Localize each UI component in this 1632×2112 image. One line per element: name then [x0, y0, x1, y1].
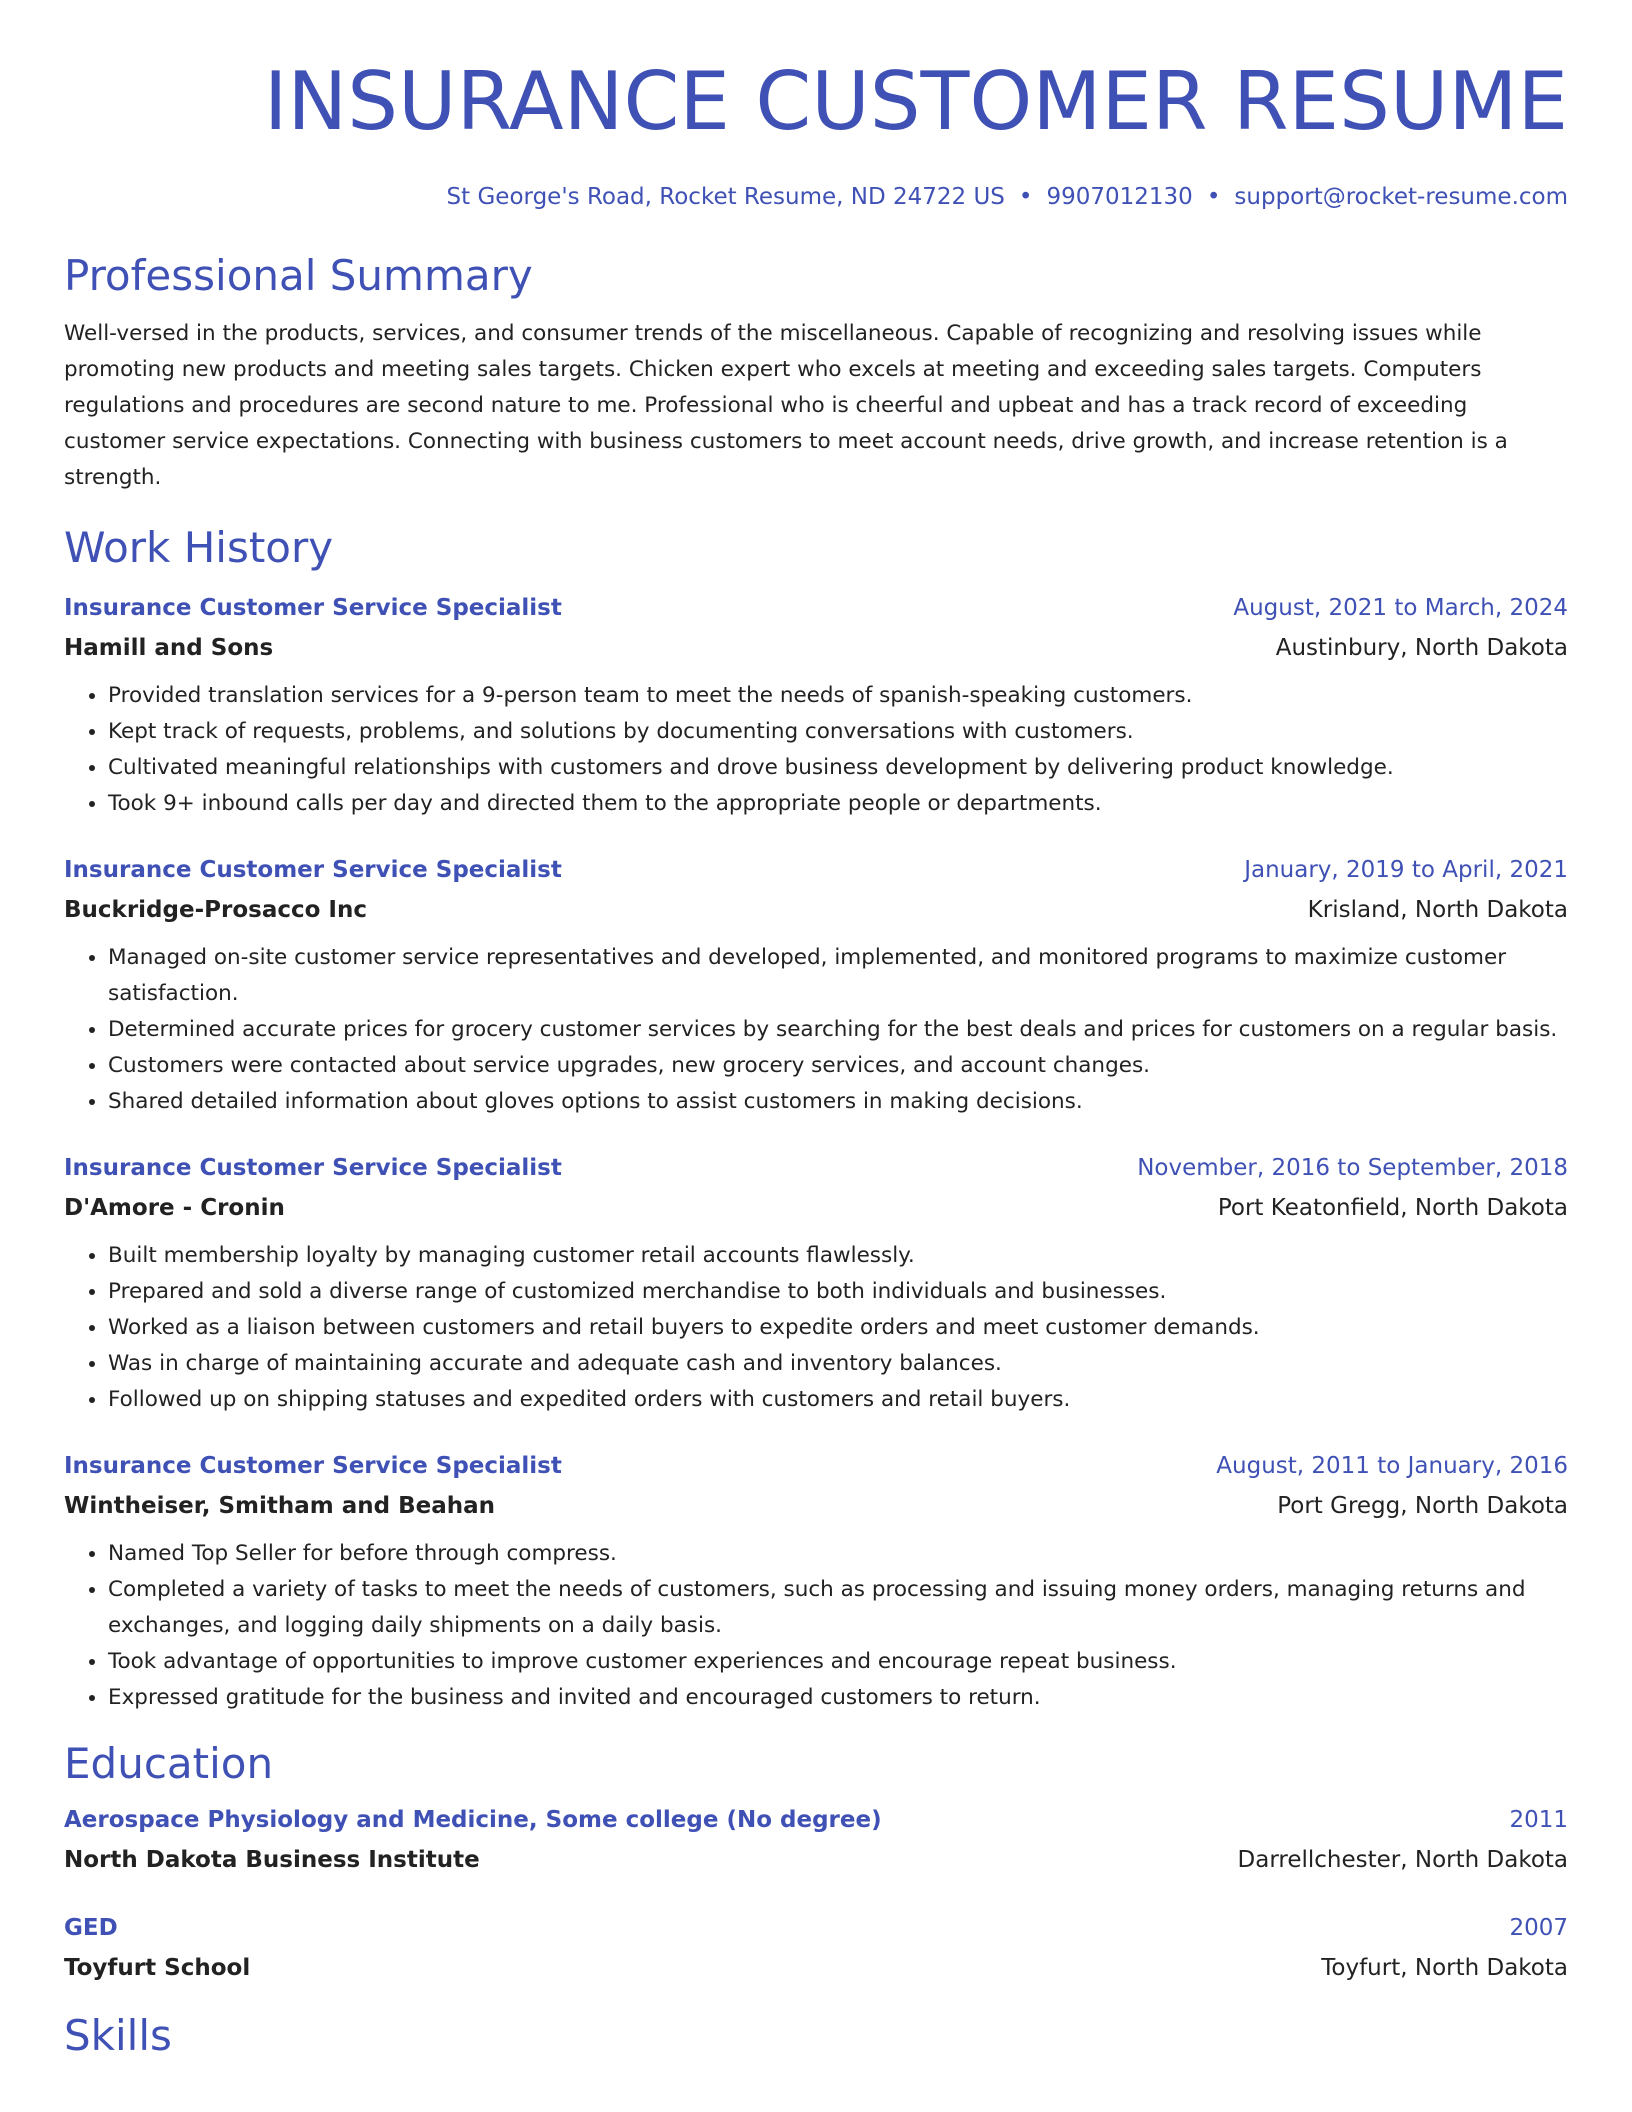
- job-role: Insurance Customer Service Specialist: [64, 1453, 562, 1479]
- education-location: Darrellchester, North Dakota: [1237, 1847, 1568, 1873]
- contact-email: support@rocket-resume.com: [1234, 184, 1568, 210]
- job-bullet: • Shared detailed information about gloves options to assist customers in making decisions.: [108, 1084, 1568, 1120]
- job-bullet: • Customers were contacted about service upgrades, new grocery services, and account changes.: [108, 1048, 1568, 1084]
- job-dates: November, 2016 to September, 2018: [1137, 1155, 1568, 1181]
- education-school-row: [64, 1948, 1568, 1988]
- job-header-row: [64, 1446, 1568, 1486]
- job-location: Port Gregg, North Dakota: [1277, 1493, 1568, 1519]
- job-company-row: [64, 1486, 1568, 1526]
- contact-line: [64, 180, 1568, 214]
- job-bullet: • Expressed gratitude for the business and invited and encouraged customers to return.: [108, 1680, 1568, 1716]
- job-header-row: [64, 588, 1568, 628]
- job-entry: [64, 1446, 1568, 1716]
- job-bullets: [64, 1238, 1568, 1418]
- job-bullets: [64, 940, 1568, 1120]
- education-year: 2011: [1509, 1807, 1568, 1833]
- education-entry: [64, 1800, 1568, 1880]
- education-year: 2007: [1509, 1915, 1568, 1941]
- job-bullet: • Determined accurate prices for grocery customer services by searching for the best deals and prices for customers on a regular basis.: [108, 1012, 1568, 1048]
- education-degree: GED: [64, 1915, 118, 1941]
- job-bullet: • Followed up on shipping statuses and expedited orders with customers and retail buyers.: [108, 1382, 1568, 1418]
- job-bullet: • Built membership loyalty by managing customer retail accounts flawlessly.: [108, 1238, 1568, 1274]
- job-bullet: • Kept track of requests, problems, and solutions by documenting conversations with customers.: [108, 714, 1568, 750]
- summary-text: Well-versed in the products, services, and consumer trends of the miscellaneous. Capable of recognizing and resolving issues while promoting new products and meeting sales targets. Chicken expert who excels at meeting and exceeding sales targets. Computers regulations and procedures are second nature to me. Professional who is cheerful and upbeat and has a track record of exceeding customer service expectations. Connecting with business customers to meet account needs, drive growth, and increase retention is a strength.: [64, 321, 1508, 490]
- job-company: Buckridge-Prosacco Inc: [64, 897, 367, 923]
- job-bullet: • Named Top Seller for before through compress.: [108, 1536, 1568, 1572]
- education-header-row: [64, 1908, 1568, 1948]
- job-role: Insurance Customer Service Specialist: [64, 595, 562, 621]
- work-history-heading: Work History: [64, 523, 334, 572]
- job-entry: [64, 1148, 1568, 1418]
- resume-name: INSURANCE CUSTOMER RESUME: [263, 55, 1568, 148]
- skills-heading: Skills: [64, 2011, 172, 2060]
- job-company-row: [64, 628, 1568, 668]
- job-company-row: [64, 890, 1568, 930]
- job-entry: [64, 588, 1568, 822]
- job-header-row: [64, 1148, 1568, 1188]
- job-company: D'Amore - Cronin: [64, 1195, 285, 1221]
- job-bullet: • Was in charge of maintaining accurate and adequate cash and inventory balances.: [108, 1346, 1568, 1382]
- job-location: Port Keatonfield, North Dakota: [1217, 1195, 1568, 1221]
- job-bullet: • Cultivated meaningful relationships with customers and drove business development by delivering product knowledge.: [108, 750, 1568, 786]
- job-bullet: • Took advantage of opportunities to improve customer experiences and encourage repeat business.: [108, 1644, 1568, 1680]
- job-bullets: [64, 678, 1568, 822]
- job-bullet: • Took 9+ inbound calls per day and directed them to the appropriate people or departments.: [108, 786, 1568, 822]
- job-dates: August, 2011 to January, 2016: [1216, 1453, 1568, 1479]
- job-bullet: • Managed on-site customer service representatives and developed, implemented, and monitored programs to maximize customer satisfaction.: [108, 940, 1568, 1012]
- job-entry: [64, 850, 1568, 1120]
- contact-separator: •: [1018, 184, 1033, 210]
- job-bullet: • Prepared and sold a diverse range of customized merchandise to both individuals and businesses.: [108, 1274, 1568, 1310]
- education-heading: Education: [64, 1739, 274, 1788]
- job-dates: January, 2019 to April, 2021: [1244, 857, 1568, 883]
- education-header-row: [64, 1800, 1568, 1840]
- job-bullets: [64, 1536, 1568, 1716]
- contact-separator: •: [1206, 184, 1221, 210]
- job-company-row: [64, 1188, 1568, 1228]
- contact-phone: 9907012130: [1046, 184, 1193, 210]
- job-role: Insurance Customer Service Specialist: [64, 857, 562, 883]
- education-entry: [64, 1908, 1568, 1988]
- resume-page: [64, 0, 1568, 2062]
- education-degree: Aerospace Physiology and Medicine, Some college (No degree): [64, 1807, 882, 1833]
- education-school: North Dakota Business Institute: [64, 1847, 480, 1873]
- education-school: Toyfurt School: [64, 1955, 251, 1981]
- job-header-row: [64, 850, 1568, 890]
- job-location: Austinbury, North Dakota: [1275, 635, 1568, 661]
- job-location: Krisland, North Dakota: [1307, 897, 1568, 923]
- job-company: Hamill and Sons: [64, 635, 274, 661]
- job-role: Insurance Customer Service Specialist: [64, 1155, 562, 1181]
- education-school-row: [64, 1840, 1568, 1880]
- job-dates: August, 2021 to March, 2024: [1233, 595, 1568, 621]
- job-bullet: • Provided translation services for a 9-person team to meet the needs of spanish-speaking customers.: [108, 678, 1568, 714]
- job-bullet: • Completed a variety of tasks to meet the needs of customers, such as processing and issuing money orders, managing returns and exchanges, and logging daily shipments on a daily basis.: [108, 1572, 1568, 1644]
- job-company: Wintheiser, Smitham and Beahan: [64, 1493, 496, 1519]
- resume-header: [64, 0, 1568, 214]
- contact-address: St George's Road, Rocket Resume, ND 24722 US: [446, 184, 1005, 210]
- summary-heading: Professional Summary: [64, 251, 533, 300]
- education-location: Toyfurt, North Dakota: [1321, 1955, 1568, 1981]
- job-bullet: • Worked as a liaison between customers and retail buyers to expedite orders and meet customer demands.: [108, 1310, 1568, 1346]
